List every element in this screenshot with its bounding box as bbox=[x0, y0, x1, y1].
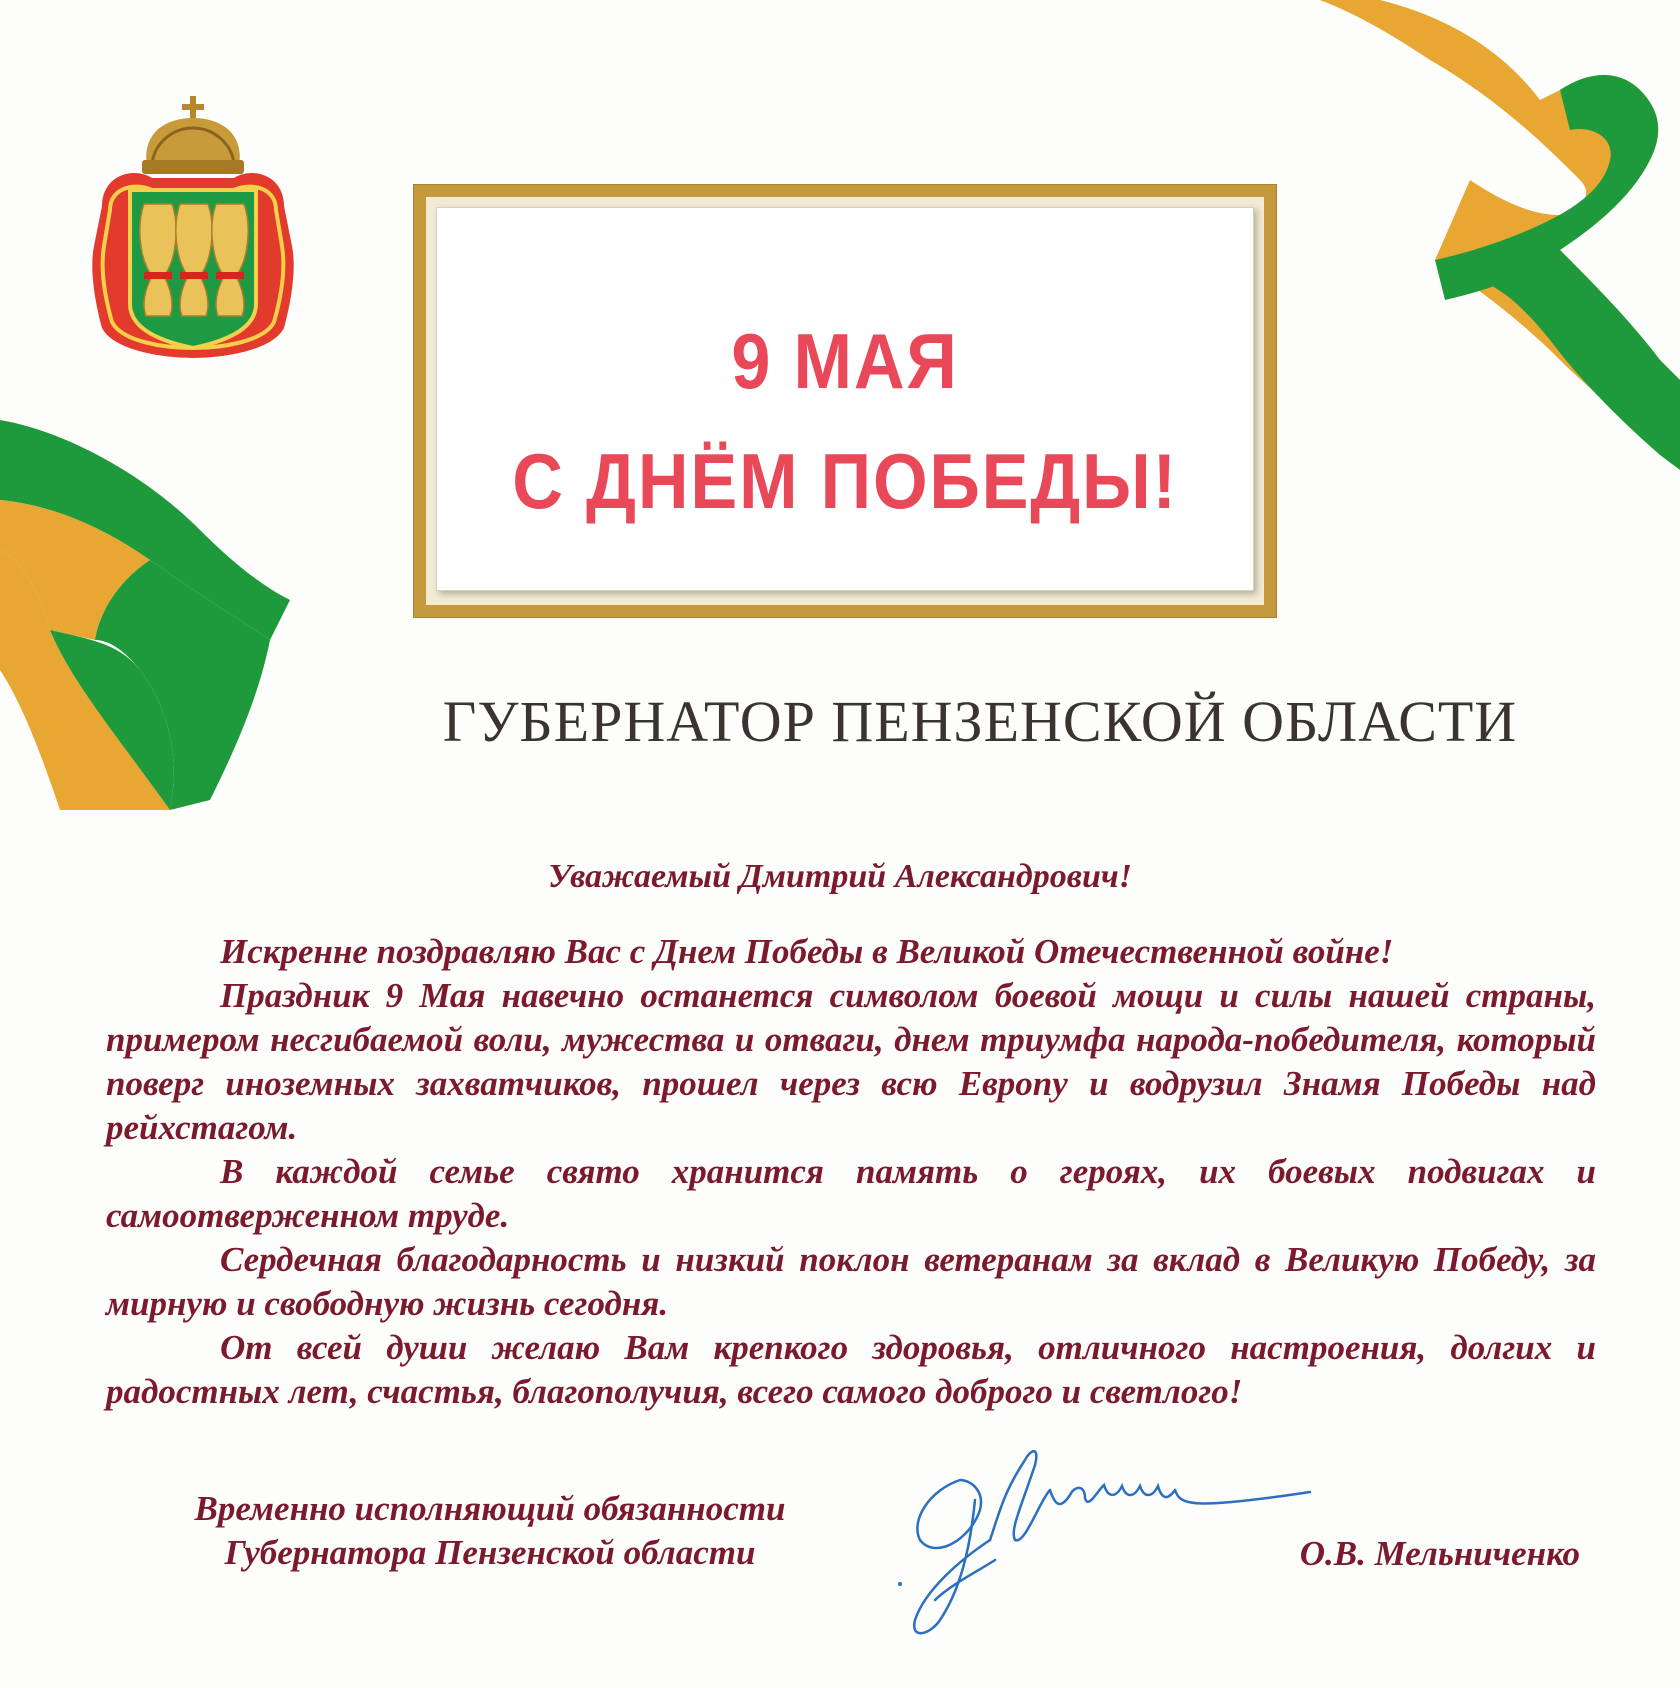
letter-paragraph: От всей души желаю Вам крепкого здоровья, отличного настроения, долгих и радостных лет, счастья, благополучия, всего самого доброго и светлого! bbox=[106, 1328, 1596, 1411]
letter-body bbox=[106, 930, 1596, 1414]
greeting-date: 9 МАЯ bbox=[731, 317, 959, 405]
letter-paragraph: Праздник 9 Мая навечно останется символом боевой мощи и силы нашей страны, примером несгибаемой воли, мужества и отваги, днем триумфа народа-победителя, который поверг иноземных захватчиков, прошел через всю Европу и водрузил Знамя Победы над рейхстагом. bbox=[106, 976, 1596, 1147]
ribbon-left-icon bbox=[0, 410, 300, 810]
signatory-position bbox=[110, 1487, 870, 1575]
letterhead-title: ГУБЕРНАТОР ПЕНЗЕНСКОЙ ОБЛАСТИ bbox=[442, 689, 1518, 754]
penza-coat-of-arms-icon bbox=[92, 96, 302, 368]
signatory-position-line2: Губернатора Пензенской области bbox=[224, 1533, 756, 1572]
greeting-card-frame bbox=[414, 185, 1276, 617]
greeting-title: С ДНЁМ ПОБЕДЫ! bbox=[512, 437, 1178, 525]
ribbon-top-right-icon bbox=[1260, 0, 1680, 470]
greeting-card-panel bbox=[436, 207, 1254, 591]
letter-paragraph: В каждой семье свято хранится память о героях, их боевых подвигах и самоотверженном труде. bbox=[106, 1152, 1596, 1235]
signatory-name: О.В. Мельниченко bbox=[1299, 1534, 1580, 1573]
letter-paragraph: Сердечная благодарность и низкий поклон ветеранам за вклад в Великую Победу, за мирную и свободную жизнь сегодня. bbox=[106, 1240, 1596, 1323]
signatory-position-line1: Временно исполняющий обязанности bbox=[194, 1489, 786, 1528]
letter-paragraph: Искренне поздравляю Вас с Днем Победы в Великой Отечественной войне! bbox=[220, 932, 1394, 971]
letter-salutation: Уважаемый Дмитрий Александрович! bbox=[548, 858, 1132, 895]
